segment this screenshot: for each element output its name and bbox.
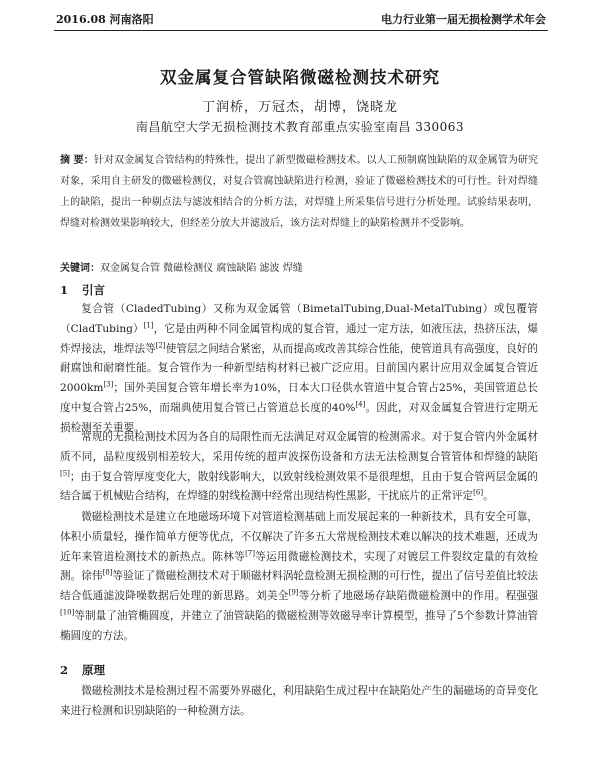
citation: [6] [473, 488, 484, 497]
author-list: 丁润桥，万冠杰，胡博，饶晓龙 [201, 100, 398, 115]
running-header [54, 12, 548, 31]
para1-text-a: 复合管（CladedTubing）又称为双金属管（BimetalTubing,Dual-MetalTubing）或包覆管（CladTubing） [60, 303, 538, 335]
paragraph-4 [60, 682, 538, 722]
para1-text-b: ，它是由两种不同金属管构成的复合管，通过一定方法，如液压法，热挤压法，爆炸焊接法，堆焊法等 [60, 322, 538, 355]
keywords-label: 关键词： [60, 263, 100, 274]
citation: [4] [355, 400, 366, 409]
keywords [60, 260, 538, 278]
citation: [1] [143, 321, 154, 330]
para1-text-e: 。因此，对双金属复合管进行定期无损检测至关重要。 [60, 401, 539, 434]
paper-title: 双金属复合管缺陷微磁检测技术研究 [160, 68, 440, 87]
abstract-label: 摘 要： [60, 155, 94, 166]
para3-text-d: 等分析了地磁场存缺陷微磁检测中的作用。程强强 [298, 590, 539, 603]
section-number: 1 [60, 283, 69, 297]
para2-text-c: 。 [483, 490, 494, 503]
para4-text: 微磁检测技术是检测过程不需要外界磁化，利用缺陷生成过程中在缺陷处产生的漏磁场的奇异变化来进行检测和识别缺陷的一种检测方法。 [60, 685, 538, 717]
section-heading-introduction [60, 282, 105, 298]
paragraph-3 [60, 508, 538, 647]
para3-text-a: 微磁检测技术是建立在地磁场环境下对管道检测基础上而发展起来的一种新技术，具有安全可靠，体积小质量轻，操作简单方便等优点，不仅解决了许多五大常规检测技术难以解决的技术难题，还成为近年来管道检测技术的新热点。陈林等 [60, 511, 538, 563]
paragraph-1 [60, 300, 538, 439]
para1-text-c: 使管层之间结合紧密，从而提高或改善其综合性能，使管道具有高强度，良好的耐腐蚀和耐磨性能。复合管作为一种新型结构材料已被广泛应用。目前国内累计应用双金属复合管近2000km [60, 342, 539, 395]
para2-text-a: 常规的无损检测技术因为各自的局限性而无法满足对双金属管的检测需求。对于复合管内外金属材质不同，晶粒度级别相差较大，采用传统的超声波探伤设备和方法无法检测复合管管体和焊缝的缺陷 [60, 431, 538, 463]
abstract-text: 针对双金属复合管结构的特殊性，提出了新型微磁检测技术。以人工预制腐蚀缺陷的双金属管为研究对象，采用自主研发的微磁检测仪，对复合管腐蚀缺陷进行检测，验证了微磁检测技术的可行性。针对焊缝上的缺陷，提出一种剔点法与滤波相结合的分析方法，对焊缝上所采集信号进行分析处理。试验结果表明，焊缝对检测效果影响较大，但经差分放大并滤波后，该方法对焊缝上的缺陷检测并不受影响。 [60, 155, 539, 229]
citation: [8] [102, 568, 113, 577]
para1-text-d: ；国外美国复合管年增长率为10%，日本大口径供水管道中复合管占25%，美国管道总长度中复合管占25%，而瑞典使用复合管已占管道总长度的40% [60, 382, 538, 414]
section-title: 引言 [82, 283, 105, 297]
para3-text-c: 等验证了微磁检测技术对于顺磁材料涡轮盘检测无损检测的可行性，提出了信号差值比较法结合低通滤波降噪数据后处理的新思路。刘美全 [60, 570, 539, 603]
section-heading-principle [60, 662, 105, 678]
para3-text-e: 等制量了油管椭圆度，并建立了油管缺陷的微磁检测等效磁导率计算模型，推导了5个参数计算油管椭圆度的方法。 [60, 609, 538, 642]
section-title: 原理 [82, 663, 105, 677]
citation: [3] [103, 380, 114, 389]
citation: [10] [60, 608, 75, 617]
affiliation: 南昌航空大学无损检测技术教育部重点实验室南昌 330063 [135, 120, 465, 134]
header-conference: 电力行业第一届无损检测学术年会 [381, 13, 546, 26]
citation: [9] [288, 588, 299, 597]
abstract [60, 150, 538, 234]
keywords-text: 双金属复合管 微磁检测仪 腐蚀缺陷 滤波 焊缝 [100, 263, 303, 274]
paragraph-2 [60, 428, 538, 507]
citation: [5] [60, 469, 70, 478]
para2-text-b: ；由于复合管厚度变化大，散射线影响大，以致射线检测效果不是很理想，且由于复合管两层金属的结合属于机械贴合结构，在焊缝的射线检测中经常出现结构性黑影，干扰底片的正常评定 [60, 470, 538, 503]
header-date-location: 2016.08 河南洛阳 [56, 13, 154, 26]
citation: [7] [245, 549, 255, 558]
citation: [2] [155, 341, 166, 350]
para3-text-b: 等运用微磁检测技术，实现了对镀层工件裂纹定量的有效检测。徐伟 [60, 550, 539, 583]
section-number: 2 [60, 663, 69, 677]
